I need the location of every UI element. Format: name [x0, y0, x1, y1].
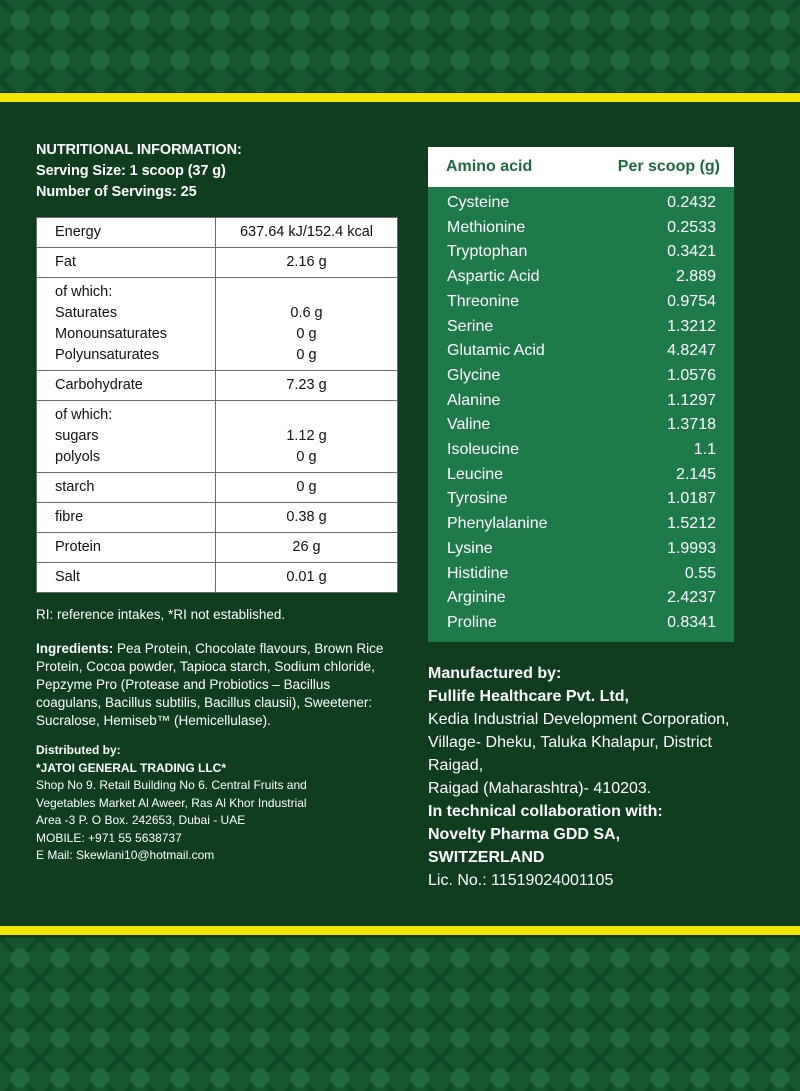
amino-acid-name: Phenylalanine: [447, 515, 548, 533]
left-column: [36, 140, 398, 865]
nutrition-value-cell: [216, 371, 398, 401]
nutrition-value-cell: [216, 218, 398, 248]
ri-note: RI: reference intakes, *RI not established.: [36, 607, 286, 622]
amino-acid-name: Isoleucine: [447, 441, 520, 459]
nutrition-value-cell: [216, 533, 398, 563]
amino-acid-name: Tryptophan: [447, 243, 528, 261]
amino-row: [428, 586, 734, 611]
amino-header-name: Amino acid: [446, 158, 533, 175]
nutrition-label-cell: [37, 533, 216, 563]
manufacturer-address-1: Kedia Industrial Development Corporation,: [428, 710, 730, 728]
nutrient-value: 1.12 g: [286, 428, 327, 444]
amino-acid-name: Serine: [447, 317, 494, 335]
amino-row: [428, 240, 734, 265]
nutrition-row: [37, 563, 398, 593]
amino-row: [428, 315, 734, 340]
ingredients-text: Pea Protein, Chocolate flavours, Brown Rice Protein, Cocoa powder, Tapioca starch, Sodium chloride, Pepzyme Pro (Protease and Probiotics – Bacillus coagulans, Bacillus subtilis, Bacillus clausii), Sweetener: Sucralose, Hemiseb™ (Hemicellulase).: [36, 641, 384, 728]
nutrient-value: 7.23 g: [286, 377, 327, 393]
amino-row: [428, 290, 734, 315]
bottom-yellow-stripe: [0, 926, 800, 935]
amino-acid-value: 1.5212: [667, 515, 716, 533]
amino-acid-name: Alanine: [447, 391, 501, 409]
amino-row: [428, 487, 734, 512]
amino-acid-value: 0.3421: [667, 243, 716, 261]
amino-row: [428, 339, 734, 364]
amino-acid-name: Glutamic Acid: [447, 342, 545, 360]
nutrition-row: [37, 473, 398, 503]
amino-acid-value: 0.2533: [667, 218, 716, 236]
nutrition-label-cell: [37, 218, 216, 248]
nutrition-value-cell: [216, 248, 398, 278]
nutrient-value: 0.38 g: [286, 509, 327, 525]
nutrition-value-cell: [216, 473, 398, 503]
nutrition-row: [37, 218, 398, 248]
amino-table-header: [428, 147, 734, 187]
distributor-address-3: Area -3 P. O Box. 242653, Dubai - UAE: [36, 813, 246, 827]
amino-row: [428, 611, 734, 636]
nutrient-name: Fat: [55, 254, 76, 270]
amino-row: [428, 364, 734, 389]
nutrient-name: sugars: [55, 428, 99, 444]
amino-acid-table: [428, 147, 734, 642]
nutrient-name: Salt: [55, 569, 80, 585]
amino-row: [428, 389, 734, 414]
amino-acid-name: Proline: [447, 613, 497, 631]
amino-acid-value: 1.1: [693, 441, 716, 459]
nutrient-value: 0 g: [296, 449, 317, 465]
nutrition-label-cell: [37, 248, 216, 278]
number-of-servings: Number of Servings: 25: [36, 184, 197, 200]
top-yellow-stripe: [0, 93, 800, 102]
manufacturer-heading: Manufactured by:: [428, 664, 562, 682]
nutrition-value-cell: [216, 278, 398, 371]
amino-acid-value: 2.4237: [667, 589, 716, 607]
amino-row: [428, 512, 734, 537]
manufacturer-address-3: Raigad (Maharashtra)- 410203.: [428, 779, 652, 797]
nutrition-row: [37, 401, 398, 473]
nutrient-value: 0 g: [296, 326, 317, 342]
nutrient-name: polyols: [55, 449, 101, 465]
amino-row: [428, 216, 734, 241]
nutrient-name: Monounsaturates: [55, 326, 168, 342]
amino-acid-value: 2.145: [675, 465, 716, 483]
nutrition-heading: NUTRITIONAL INFORMATION:: [36, 142, 242, 158]
amino-acid-value: 1.3718: [667, 416, 716, 434]
nutrition-value-cell: [216, 503, 398, 533]
amino-acid-value: 1.9993: [667, 539, 716, 557]
nutrition-row: [37, 503, 398, 533]
amino-acid-value: 1.1297: [667, 391, 716, 409]
distributor-address-2: Vegetables Market Al Aweer, Ras Al Khor Industrial: [36, 795, 307, 810]
nutrient-name: Protein: [55, 539, 101, 555]
amino-row: [428, 537, 734, 562]
nutrient-name: of which:: [55, 407, 113, 423]
manufacturer-company: Fullife Healthcare Pvt. Ltd,: [428, 687, 629, 705]
nutrition-row: [37, 278, 398, 371]
nutrient-name: Saturates: [55, 305, 118, 321]
distributor-address-1: Shop No 9. Retail Building No 6. Central Fruits and: [36, 778, 307, 792]
amino-rows: [428, 187, 734, 636]
nutrient-value: 0.6 g: [290, 305, 323, 321]
amino-row: [428, 463, 734, 488]
nutrient-value: 26 g: [292, 539, 321, 555]
amino-acid-value: 0.2432: [667, 194, 716, 211]
nutrient-name: Carbohydrate: [55, 377, 143, 393]
ingredients-label: Ingredients:: [36, 641, 114, 656]
nutrition-value-cell: [216, 401, 398, 473]
nutrition-row: [37, 533, 398, 563]
amino-acid-value: 4.8247: [667, 342, 716, 360]
distributor-mobile: MOBILE: +971 55 5638737: [36, 830, 182, 845]
licence-number: Lic. No.: 11519024001105: [428, 871, 614, 889]
nutrient-name: fibre: [55, 509, 84, 525]
amino-row: [428, 413, 734, 438]
nutrient-value: [216, 282, 397, 303]
amino-acid-name: Glycine: [447, 366, 501, 384]
amino-acid-name: Valine: [447, 416, 491, 434]
amino-row: [428, 562, 734, 587]
amino-acid-value: 0.55: [684, 564, 716, 582]
distributor-heading: Distributed by:: [36, 743, 121, 757]
manufacturer-address-2: Village- Dheku, Taluka Khalapur, District Raigad,: [428, 733, 712, 774]
amino-acid-name: Aspartic Acid: [447, 268, 540, 286]
collaboration-heading: In technical collaboration with:: [428, 802, 663, 820]
top-pattern-band: [0, 0, 800, 92]
nutrient-value: 0 g: [296, 347, 317, 363]
nutrient-value: [216, 405, 397, 426]
amino-row: [428, 438, 734, 463]
distributor-email: E Mail: Skewlani10@hotmail.com: [36, 848, 215, 862]
amino-row: [428, 265, 734, 290]
nutrition-label-cell: [37, 473, 216, 503]
ingredients-block: [36, 640, 398, 730]
nutrition-value-cell: [216, 563, 398, 593]
amino-acid-name: Threonine: [447, 292, 520, 310]
nutrition-label-cell: [37, 503, 216, 533]
amino-acid-name: Histidine: [447, 564, 509, 582]
amino-acid-value: 0.9754: [667, 292, 716, 310]
nutrient-value: 0.01 g: [286, 569, 327, 585]
nutrient-value: 637.64 kJ/152.4 kcal: [239, 224, 373, 240]
amino-acid-name: Tyrosine: [447, 490, 508, 508]
right-column: [428, 147, 734, 892]
nutrient-value: 0 g: [296, 479, 317, 495]
nutrition-label-cell: [37, 278, 216, 371]
nutrition-table: [36, 217, 398, 593]
amino-acid-name: Cysteine: [447, 194, 510, 211]
serving-size: Serving Size: 1 scoop (37 g): [36, 163, 226, 179]
amino-acid-value: 0.8341: [667, 613, 716, 631]
nutrient-name: Energy: [55, 224, 101, 240]
amino-acid-name: Arginine: [447, 589, 506, 607]
nutrient-name: of which:: [55, 284, 113, 300]
collaboration-company: Novelty Pharma GDD SA, SWITZERLAND: [428, 825, 621, 866]
amino-acid-value: 1.3212: [667, 317, 716, 335]
amino-acid-value: 2.889: [675, 268, 716, 286]
nutrient-value: 2.16 g: [286, 254, 327, 270]
nutrient-name: starch: [55, 479, 95, 495]
nutrition-row: [37, 248, 398, 278]
manufacturer-block: [428, 662, 734, 892]
amino-row: [428, 191, 734, 216]
nutrition-label-cell: [37, 563, 216, 593]
amino-header-value: Per scoop (g): [617, 158, 720, 175]
nutrition-row: [37, 371, 398, 401]
amino-acid-name: Leucine: [447, 465, 504, 483]
nutrition-label-cell: [37, 371, 216, 401]
amino-acid-name: Lysine: [447, 539, 493, 557]
distributor-name: *JATOI GENERAL TRADING LLC*: [36, 760, 227, 775]
amino-acid-value: 1.0576: [667, 366, 716, 384]
nutrient-name: Polyunsaturates: [55, 347, 159, 363]
nutrition-heading-block: [36, 140, 398, 203]
nutrition-label-cell: [37, 401, 216, 473]
amino-acid-value: 1.0187: [667, 490, 716, 508]
bottom-pattern-band: [0, 938, 800, 1091]
distributor-block: [36, 742, 398, 865]
amino-acid-name: Methionine: [447, 218, 526, 236]
